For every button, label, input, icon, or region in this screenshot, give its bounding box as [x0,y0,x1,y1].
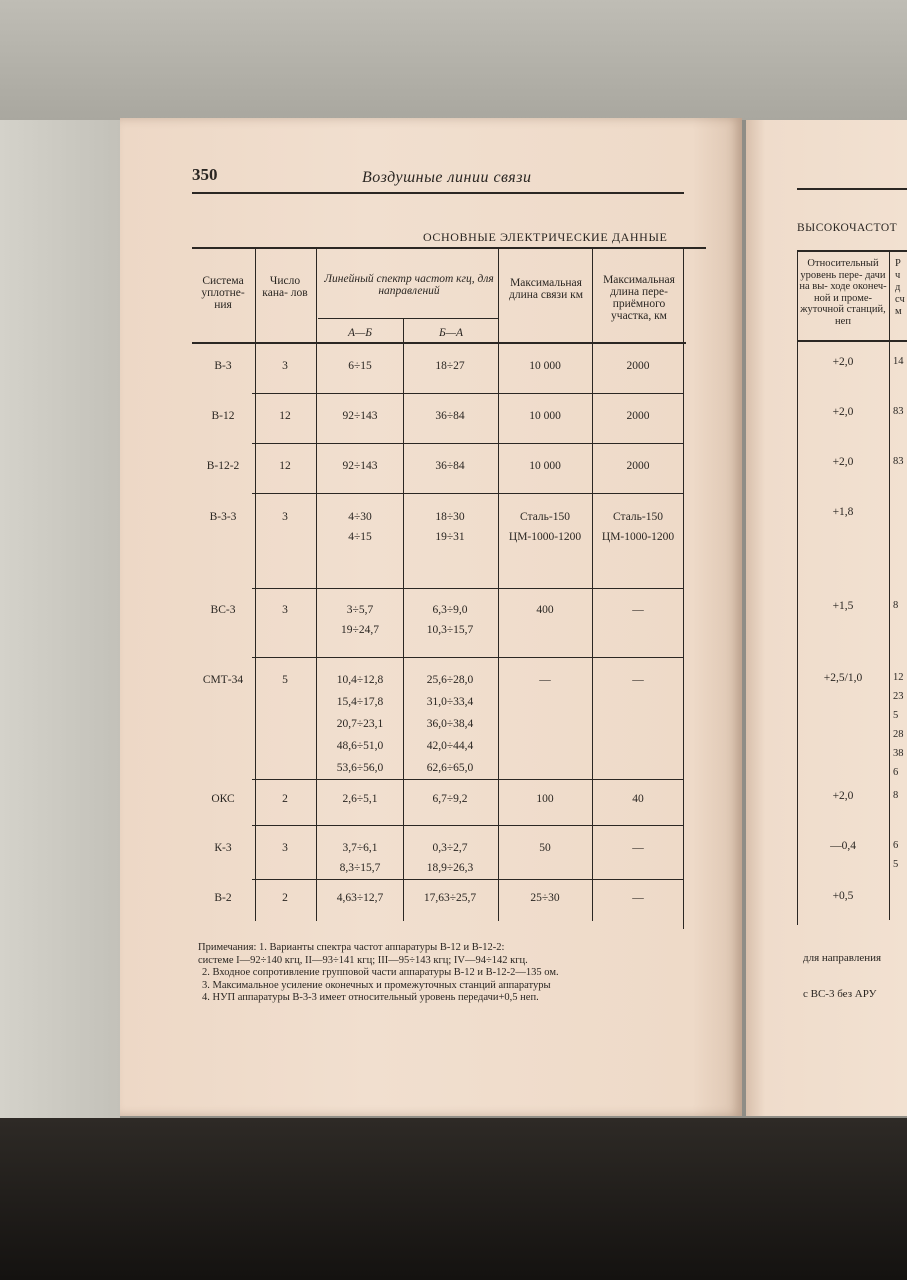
right-cell-level: +1,8 [832,506,854,518]
cell-ab: 20,7÷23,1 [336,718,384,730]
note-line: Примечания: 1. Варианты спектра частот аппаратуры В-12 и В-12-2: [198,942,505,953]
scanner-background-top [0,0,907,120]
note-line: 2. Входное сопротивление групповой части аппаратуры В-12 и В-12-2—135 ом. [202,967,559,978]
scanner-background-bottom [0,1118,907,1280]
header-subrule [318,318,498,319]
right-header-bottom-rule [797,340,907,342]
right-note-2: с ВС-3 без АРУ [803,988,877,1000]
right-cell-cut: 8 [893,600,899,611]
right-cell-level: +1,5 [832,600,854,612]
cell-ba: 18÷30 [435,511,465,523]
cell-ab: 4,63÷12,7 [336,892,384,904]
right-cell-level: +2,0 [832,790,854,802]
right-cell-cut: 38 [893,748,904,759]
cell-max-sec: — [632,674,644,686]
right-cell-level: —0,4 [830,840,856,852]
cell-max-len: 25÷30 [530,892,560,904]
right-cell-cut: 8 [893,790,899,801]
header-max-length: Максимальная длина связи км [509,277,583,301]
scanner-background-left [0,120,120,1120]
right-cell-cut: 23 [893,691,904,702]
cell-max-len: 50 [539,842,551,854]
right-header-cut-letter: сч [895,294,905,305]
cell-ba: 19÷31 [435,531,465,543]
cell-system: В-3 [214,360,232,372]
header-system: Система уплотне- ния [201,275,245,311]
cell-max-sec: — [632,604,644,616]
cell-ba: 36÷84 [435,410,465,422]
right-cell-cut: 14 [893,356,904,367]
note-line: 4. НУП аппаратуры В-3-3 имеет относительный уровень передачи+0,5 неп. [202,992,539,1003]
right-cell-cut: 6 [893,840,899,851]
col-divider [255,249,256,921]
cell-ba: 36,0÷38,4 [426,718,474,730]
right-col-divider [797,250,798,925]
right-cell-cut: 5 [893,859,899,870]
right-cell-cut: 5 [893,710,899,721]
header-dir-ba: Б—А [438,327,464,339]
cell-ba: 36÷84 [435,460,465,472]
right-header-rule [797,188,907,190]
cell-max-len: 400 [536,604,554,616]
cell-ab: 2,6÷5,1 [342,793,378,805]
right-page-title: ВЫСОКОЧАСТОТ [797,222,898,234]
cell-ab: 4÷30 [348,511,372,523]
cell-ab: 92÷143 [342,460,378,472]
cell-ab: 53,6÷56,0 [336,762,384,774]
cell-max-len: 10 000 [529,360,561,372]
cell-channels: 2 [282,793,288,805]
right-header-cut-letter: ч [895,270,901,281]
right-header-cut-letter: д [895,282,901,293]
col-divider [316,249,317,921]
right-cell-level: +2,0 [832,456,854,468]
cell-ab: 92÷143 [342,410,378,422]
cell-channels: 3 [282,511,288,523]
table-right-border [683,249,684,929]
right-col-divider [889,250,890,920]
cell-max-len: — [539,674,551,686]
running-title: Воздушные линии связи [362,169,532,186]
cell-ab: 8,3÷15,7 [339,862,381,874]
header-channels: Число кана- лов [262,275,308,299]
cell-max-len: 10 000 [529,410,561,422]
cell-max-len: Сталь-150 [520,511,570,523]
header-rule [192,192,684,194]
cell-ab: 3÷5,7 [346,604,374,616]
col-divider [498,249,499,921]
cell-ba: 6,7÷9,2 [432,793,468,805]
cell-max-sec: ЦМ-1000-1200 [601,531,675,543]
cell-system: ОКС [211,793,235,805]
cell-max-sec: Сталь-150 [613,511,663,523]
header-dir-ab: А—Б [347,327,373,339]
cell-ba: 25,6÷28,0 [426,674,474,686]
cell-ab: 3,7÷6,1 [342,842,378,854]
header-max-section: Максимальная длина пере- приёмного участка, км [603,274,675,322]
cell-system: В-12 [211,410,235,422]
cell-max-sec: — [632,892,644,904]
cell-ba: 62,6÷65,0 [426,762,474,774]
cell-ba: 10,3÷15,7 [426,624,474,636]
cell-system: В-12-2 [206,460,240,472]
cell-max-len: ЦМ-1000-1200 [508,531,582,543]
right-table-top-rule [797,250,907,252]
cell-ba: 31,0÷33,4 [426,696,474,708]
cell-system: СМТ-34 [202,674,244,686]
cell-max-sec: 40 [632,793,644,805]
cell-max-sec: — [632,842,644,854]
cell-ab: 19÷24,7 [341,624,379,636]
right-header-cut-letter: Р [895,258,901,269]
cell-ab: 15,4÷17,8 [336,696,384,708]
cell-system: В-2 [214,892,232,904]
right-header-cut-letter: м [895,306,902,317]
cell-system: В-3-3 [209,511,237,523]
header-spectrum: Линейный спектр частот кгц, для направлений [324,273,494,297]
right-cell-level: +0,5 [832,890,854,902]
right-cell-cut: 83 [893,456,904,467]
cell-channels: 3 [282,604,288,616]
cell-ba: 42,0÷44,4 [426,740,474,752]
cell-ba: 18÷27 [435,360,465,372]
table-top-rule [192,247,706,249]
cell-max-sec: 2000 [626,360,650,372]
right-cell-level: +2,0 [832,356,854,368]
note-line: системе I—92÷140 кгц, II—93÷141 кгц; III—95÷143 кгц; IV—94÷142 кгц. [198,954,528,966]
cell-channels: 3 [282,842,288,854]
cell-max-len: 10 000 [529,460,561,472]
page-number: 350 [192,165,218,184]
cell-ab: 10,4÷12,8 [336,674,384,686]
cell-ab: 6÷15 [348,360,372,372]
right-cell-level: +2,5/1,0 [823,672,863,684]
cell-channels: 5 [282,674,288,686]
col-divider [592,249,593,921]
cell-ba: 17,63÷25,7 [423,892,477,904]
cell-channels: 2 [282,892,288,904]
right-cell-cut: 6 [893,767,899,778]
note-line: 3. Максимальное усиление оконечных и промежуточных станций аппаратуры [202,979,551,991]
header-bottom-rule [192,342,686,344]
right-header-level: Относительный уровень пере- дачи на вы- ходе оконеч- ной и проме- жуточной станций, неп [799,258,887,327]
cell-ba: 6,3÷9,0 [432,604,468,616]
cell-channels: 12 [279,410,291,422]
right-note-1: для направления [803,952,882,964]
right-cell-cut: 83 [893,406,904,417]
cell-max-sec: 2000 [626,460,650,472]
cell-system: ВС-3 [210,604,236,616]
table-notes [198,942,698,1005]
section-title: ОСНОВНЫЕ ЭЛЕКТРИЧЕСКИЕ ДАННЫЕ [423,230,668,244]
right-cell-cut: 12 [893,672,904,683]
cell-system: К-3 [214,842,232,854]
right-cell-level: +2,0 [832,406,854,418]
cell-channels: 12 [279,460,291,472]
right-cell-cut: 28 [893,729,904,740]
cell-ba: 18,9÷26,3 [426,862,474,874]
cell-max-len: 100 [536,793,554,805]
cell-ba: 0,3÷2,7 [432,842,468,854]
cell-max-sec: 2000 [626,410,650,422]
cell-channels: 3 [282,360,288,372]
cell-ab: 4÷15 [348,531,372,543]
cell-ab: 48,6÷51,0 [336,740,384,752]
